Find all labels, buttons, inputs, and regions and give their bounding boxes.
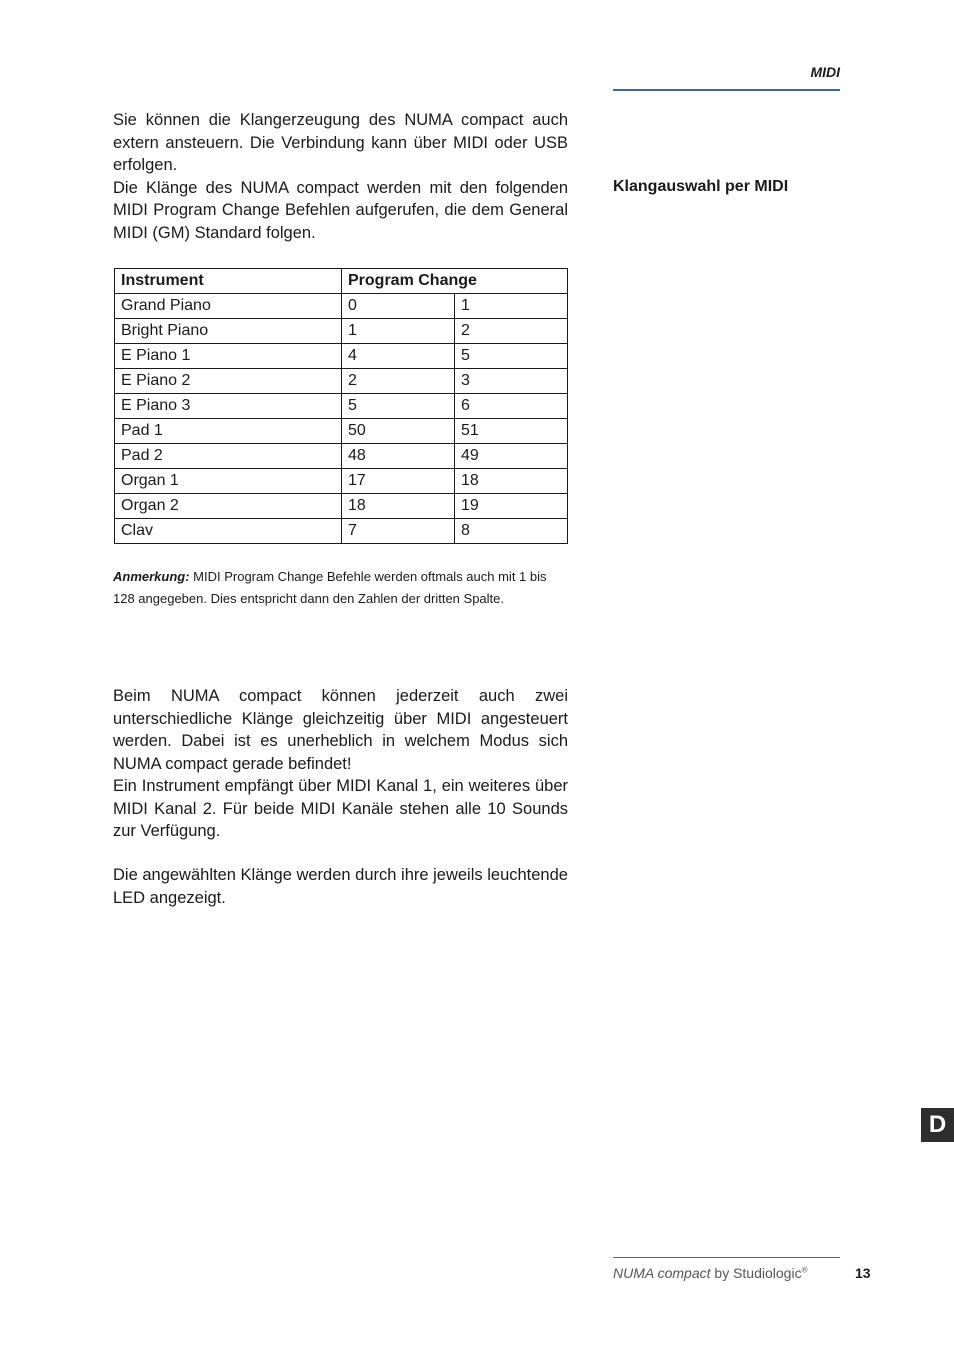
footer-brand bbox=[613, 1265, 807, 1281]
cell-pc-zero-based: 1 bbox=[342, 319, 455, 344]
table-row bbox=[115, 519, 568, 544]
cell-instrument: E Piano 2 bbox=[115, 369, 342, 394]
cell-pc-one-based: 19 bbox=[455, 494, 568, 519]
cell-pc-zero-based: 0 bbox=[342, 294, 455, 319]
led-text bbox=[113, 864, 568, 909]
cell-pc-zero-based: 7 bbox=[342, 519, 455, 544]
table-row bbox=[115, 319, 568, 344]
cell-instrument: Bright Piano bbox=[115, 319, 342, 344]
cell-pc-zero-based: 2 bbox=[342, 369, 455, 394]
cell-pc-one-based: 6 bbox=[455, 394, 568, 419]
brand-by: by Studiologic bbox=[710, 1265, 802, 1281]
table-header-row bbox=[115, 269, 568, 294]
footer-rule bbox=[613, 1257, 840, 1258]
intro-paragraph-1: Sie können die Klangerzeugung des NUMA compact auch extern ansteuern. Die Verbindung kann über MIDI oder USB erfolgen. bbox=[113, 111, 568, 174]
cell-pc-zero-based: 18 bbox=[342, 494, 455, 519]
header-program-change: Program Change bbox=[342, 269, 568, 294]
cell-instrument: Grand Piano bbox=[115, 294, 342, 319]
table-row bbox=[115, 369, 568, 394]
header-rule bbox=[613, 89, 840, 91]
brand-numa: NUMA bbox=[613, 1265, 654, 1281]
section-header: MIDI bbox=[810, 64, 840, 80]
cell-pc-one-based: 2 bbox=[455, 319, 568, 344]
cell-pc-one-based: 18 bbox=[455, 469, 568, 494]
cell-pc-one-based: 3 bbox=[455, 369, 568, 394]
table-row bbox=[115, 469, 568, 494]
language-tab: D bbox=[921, 1108, 954, 1142]
cell-instrument: Pad 1 bbox=[115, 419, 342, 444]
cell-instrument: E Piano 1 bbox=[115, 344, 342, 369]
cell-pc-zero-based: 48 bbox=[342, 444, 455, 469]
table-note bbox=[113, 566, 568, 610]
cell-pc-zero-based: 5 bbox=[342, 394, 455, 419]
side-heading: Klangauswahl per MIDI bbox=[613, 178, 789, 195]
dual-paragraph-2: Ein Instrument empfängt über MIDI Kanal 1, ein weiteres über MIDI Kanal 2. Für beide MIDI Kanäle stehen alle 10 Sounds zur Verfügung. bbox=[113, 777, 568, 840]
brand-compact: compact bbox=[653, 1265, 711, 1281]
table-row bbox=[115, 419, 568, 444]
cell-pc-zero-based: 50 bbox=[342, 419, 455, 444]
table-row bbox=[115, 444, 568, 469]
cell-pc-one-based: 51 bbox=[455, 419, 568, 444]
intro-paragraph-2: Die Klänge des NUMA compact werden mit den folgenden MIDI Program Change Befehlen aufgerufen, die dem General MIDI (GM) Standard folgen. bbox=[113, 178, 568, 242]
dual-sound-text bbox=[113, 685, 568, 843]
led-paragraph: Die angewählten Klänge werden durch ihre jeweils leuchtende LED angezeigt. bbox=[113, 866, 568, 907]
intro-text bbox=[113, 109, 568, 244]
dual-paragraph-1: Beim NUMA compact können jederzeit auch zwei unterschiedliche Klänge gleichzeitig über MIDI angesteuert werden. Dabei ist es unerheblich in welchem Modus sich NUMA compact gerade befindet! bbox=[113, 687, 568, 773]
program-change-table bbox=[114, 268, 568, 544]
table-row bbox=[115, 344, 568, 369]
brand-registered: ® bbox=[801, 1265, 808, 1275]
cell-instrument: Organ 2 bbox=[115, 494, 342, 519]
table-row bbox=[115, 394, 568, 419]
cell-pc-one-based: 8 bbox=[455, 519, 568, 544]
header-instrument: Instrument bbox=[115, 269, 342, 294]
note-text: MIDI Program Change Befehle werden oftmals auch mit 1 bis 128 angegeben. Dies entspricht dann den Zahlen der dritten Spalte. bbox=[113, 569, 547, 606]
cell-instrument: Pad 2 bbox=[115, 444, 342, 469]
cell-instrument: Organ 1 bbox=[115, 469, 342, 494]
cell-instrument: Clav bbox=[115, 519, 342, 544]
cell-pc-zero-based: 17 bbox=[342, 469, 455, 494]
page-number: 13 bbox=[855, 1265, 871, 1281]
cell-pc-one-based: 49 bbox=[455, 444, 568, 469]
cell-pc-one-based: 1 bbox=[455, 294, 568, 319]
cell-pc-one-based: 5 bbox=[455, 344, 568, 369]
table-row bbox=[115, 294, 568, 319]
cell-pc-zero-based: 4 bbox=[342, 344, 455, 369]
cell-instrument: E Piano 3 bbox=[115, 394, 342, 419]
table-row bbox=[115, 494, 568, 519]
note-label: Anmerkung: bbox=[113, 569, 190, 584]
